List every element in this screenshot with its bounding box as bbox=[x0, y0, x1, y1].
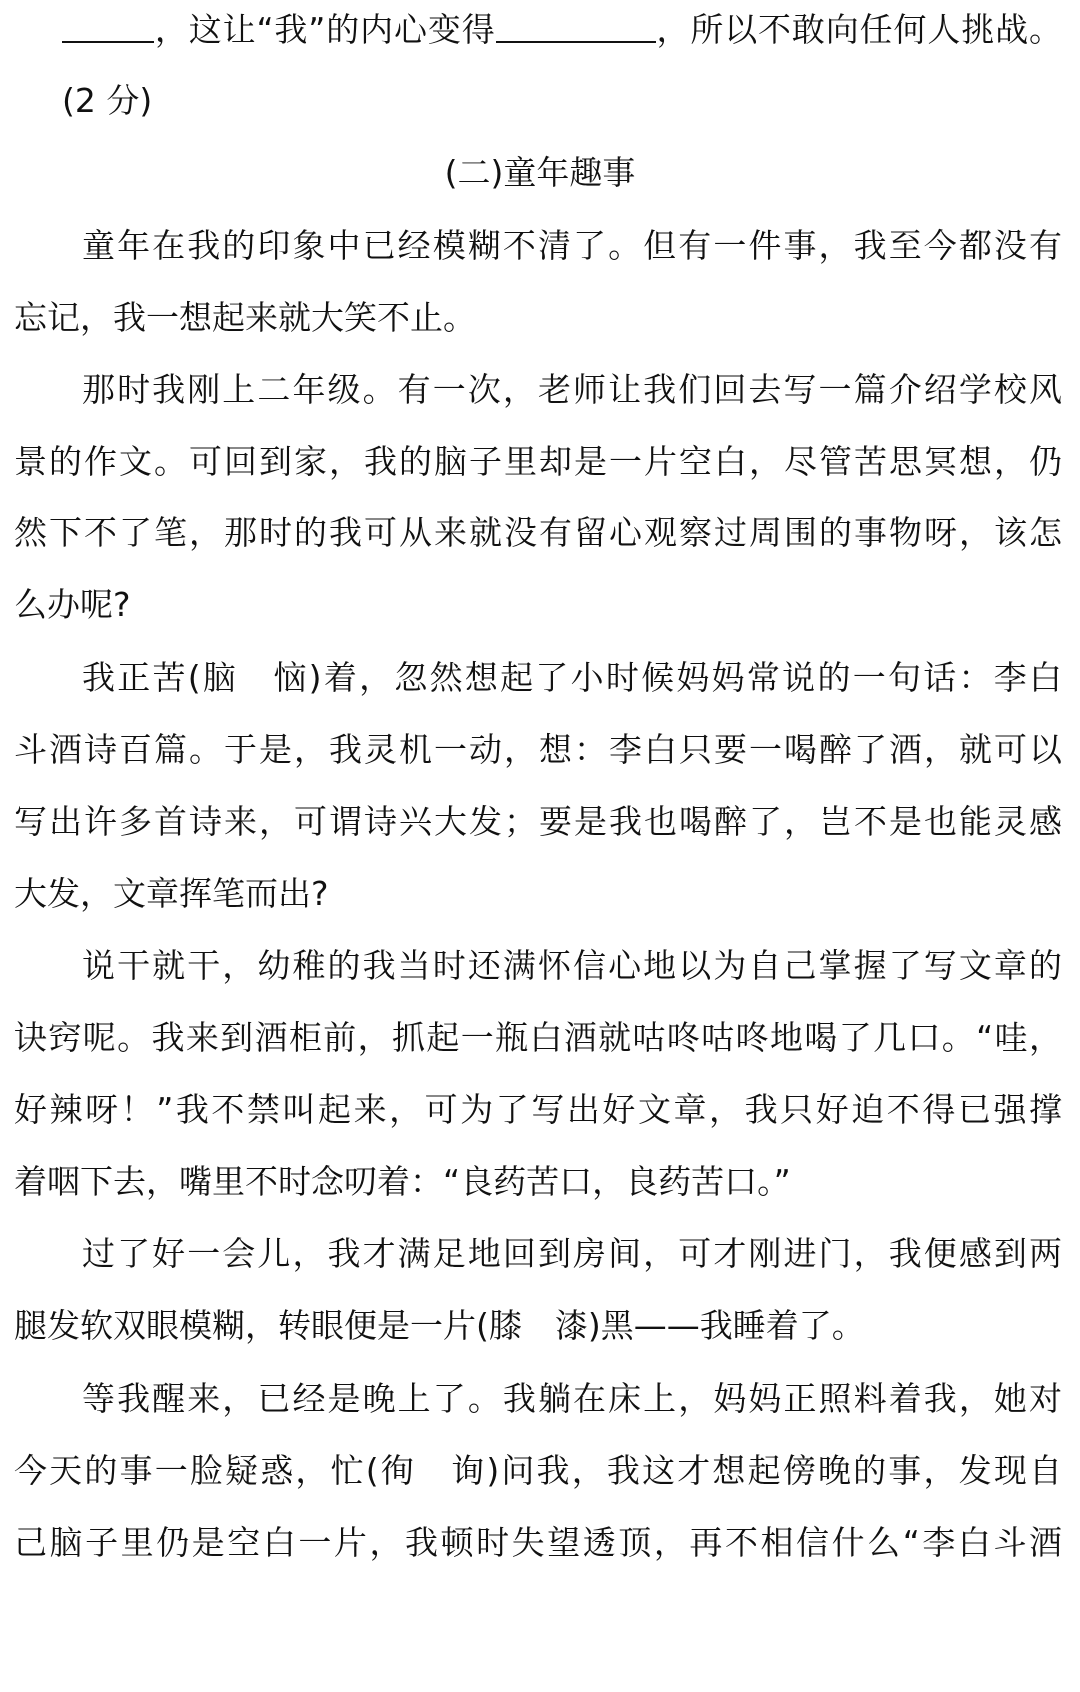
paragraph-line: 那时我刚上二年级。有一次，老师让我们回去写一篇介绍学校风 bbox=[82, 370, 1062, 409]
answer-blank bbox=[62, 11, 154, 43]
paragraph-line: 写出许多首诗来，可谓诗兴大发；要是我也喝醉了，岂不是也能灵感 bbox=[14, 802, 1062, 841]
section-title: (二)童年趣事 bbox=[444, 153, 636, 192]
paragraph-line: 等我醒来，已经是晚上了。我躺在床上，妈妈正照料着我，她对 bbox=[82, 1379, 1062, 1418]
paragraph-line: 然下不了笔，那时的我可从来就没有留心观察过周围的事物呀，该怎 bbox=[14, 513, 1062, 552]
question-text-part1: ，这让“我”的内心变得 bbox=[154, 10, 496, 49]
paragraph-line: 着咽下去，嘴里不时念叨着：“良药苦口，良药苦口。” bbox=[14, 1162, 791, 1201]
paragraph-line: 景的作文。可回到家，我的脑子里却是一片空白，尽管苦思冥想，仍 bbox=[14, 442, 1062, 481]
paragraph-line: 斗酒诗百篇。于是，我灵机一动，想：李白只要一喝醉了酒，就可以 bbox=[14, 730, 1062, 769]
paragraph-line: 过了好一会儿，我才满足地回到房间，可才刚进门，我便感到两 bbox=[82, 1234, 1062, 1273]
paragraph-line: 说干就干，幼稚的我当时还满怀信心地以为自己掌握了写文章的 bbox=[82, 946, 1062, 985]
paragraph-line: 大发，文章挥笔而出? bbox=[14, 874, 329, 913]
question-line bbox=[62, 0, 1062, 60]
paragraph-line: 诀窍呢。我来到酒柜前，抓起一瓶白酒就咕咚咕咚地喝了几口。“哇， bbox=[14, 1018, 1062, 1057]
paragraph-line: 好辣呀！”我不禁叫起来，可为了写出好文章，我只好迫不得已强撑 bbox=[14, 1090, 1062, 1129]
paragraph-line: 今天的事一脸疑惑，忙(徇 询)问我，我这才想起傍晚的事，发现自 bbox=[14, 1451, 1062, 1490]
paragraph-line: 童年在我的印象中已经模糊不清了。但有一件事，我至今都没有 bbox=[82, 226, 1062, 265]
paragraph-line: 腿发软双眼模糊，转眼便是一片(膝 漆)黑——我睡着了。 bbox=[14, 1306, 865, 1345]
answer-blank bbox=[496, 11, 656, 43]
paragraph-line: 么办呢? bbox=[14, 585, 131, 624]
paragraph-line: 我正苦(脑 恼)着，忽然想起了小时候妈妈常说的一句话：李白 bbox=[82, 658, 1062, 697]
question-score: (2 分) bbox=[62, 81, 153, 120]
question-text-part2: ，所以不敢向任何人挑战。 bbox=[655, 10, 1062, 49]
paragraph-line: 己脑子里仍是空白一片，我顿时失望透顶，再不相信什么“李白斗酒 bbox=[14, 1523, 1062, 1562]
paragraph-line: 忘记，我一想起来就大笑不止。 bbox=[14, 298, 476, 337]
